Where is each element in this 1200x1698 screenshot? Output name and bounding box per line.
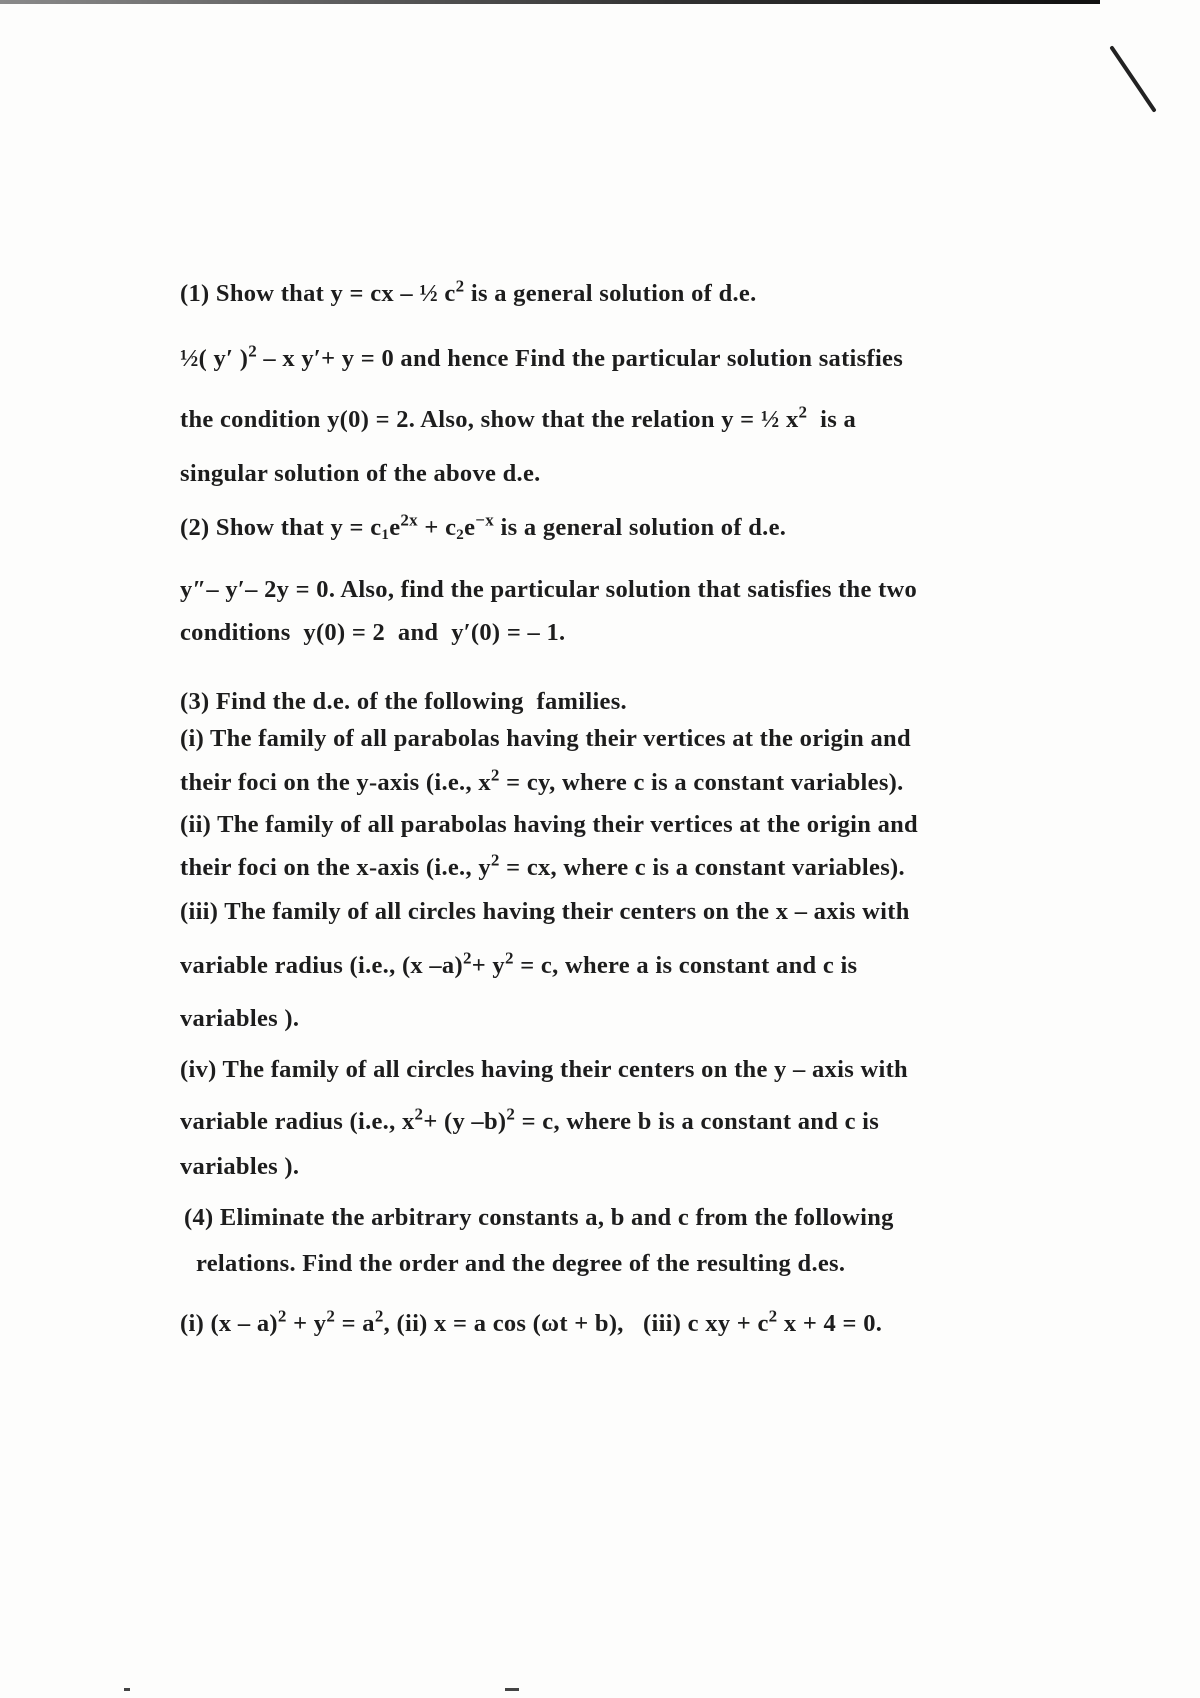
q4-line-1: (4) Eliminate the arbitrary constants a, b and c from the following	[184, 1204, 894, 1231]
scan-speck-center	[505, 1688, 519, 1691]
q3-ii-line-1: (ii) The family of all parabolas having their vertices at the origin and	[180, 811, 918, 838]
q4-line-3: (i) $(x - a)^2 + y^2 = a^2$, (ii) x = a cos (ωt + b), (iii) c xy + $c^2$ x + 4 = 0.	[180, 1306, 883, 1337]
q2-line-1: (2) Show that $y = c_1e^{2x} + c_2e^{-x}$ is a general solution of d.e.	[180, 510, 787, 543]
scan-speck-left	[124, 1688, 130, 1691]
q1-line-2: ½( y′ )$^2$ – x y′+ y = 0 and hence Find the particular solution satisfies	[180, 341, 904, 372]
q3-iii-line-3: variables ).	[180, 1005, 300, 1032]
top-edge-rule	[0, 0, 1100, 4]
q1-line-1: (1) Show that y = cx – ½ $c^2$ is a general solution of d.e.	[180, 276, 757, 307]
q1-line-4: singular solution of the above d.e.	[180, 460, 541, 487]
q2-line-2: y″– y′– 2y = 0. Also, find the particular solution that satisfies the two	[180, 576, 918, 603]
q3-iii-line-2: variable radius (i.e., (x $-a)^2+ y^2 = c$, where a is constant and c is	[180, 948, 858, 979]
q3-i-line-2: their foci on the y-axis (i.e., $x^2$ = cy, where c is a constant variables).	[180, 765, 904, 796]
q3-iv-line-2: variable radius (i.e., $x^2+ (y$ –b)$^2$ = c, where b is a constant and c is	[180, 1104, 880, 1135]
q3-i-line-1: (i) The family of all parabolas having their vertices at the origin and	[180, 725, 911, 752]
q1-line-3: the condition y(0) = 2. Also, show that the relation y = ½ $x^2$ is a	[180, 402, 857, 433]
q3-ii-line-2: their foci on the x-axis (i.e., $y^2$ = cx, where c is a constant variables).	[180, 850, 905, 881]
q3-iv-line-1: (iv) The family of all circles having their centers on the y – axis with	[180, 1056, 908, 1083]
q2-line-3: conditions y(0) = 2 and y′(0) = – 1.	[180, 619, 566, 646]
handwritten-slash-mark	[1108, 44, 1158, 114]
q3-iv-line-3: variables ).	[180, 1153, 300, 1180]
q3-iii-line-1: (iii) The family of all circles having their centers on the x – axis with	[180, 898, 910, 925]
q3-heading: (3) Find the d.e. of the following families.	[180, 688, 627, 715]
q4-line-2: relations. Find the order and the degree of the resulting d.es.	[196, 1250, 846, 1277]
